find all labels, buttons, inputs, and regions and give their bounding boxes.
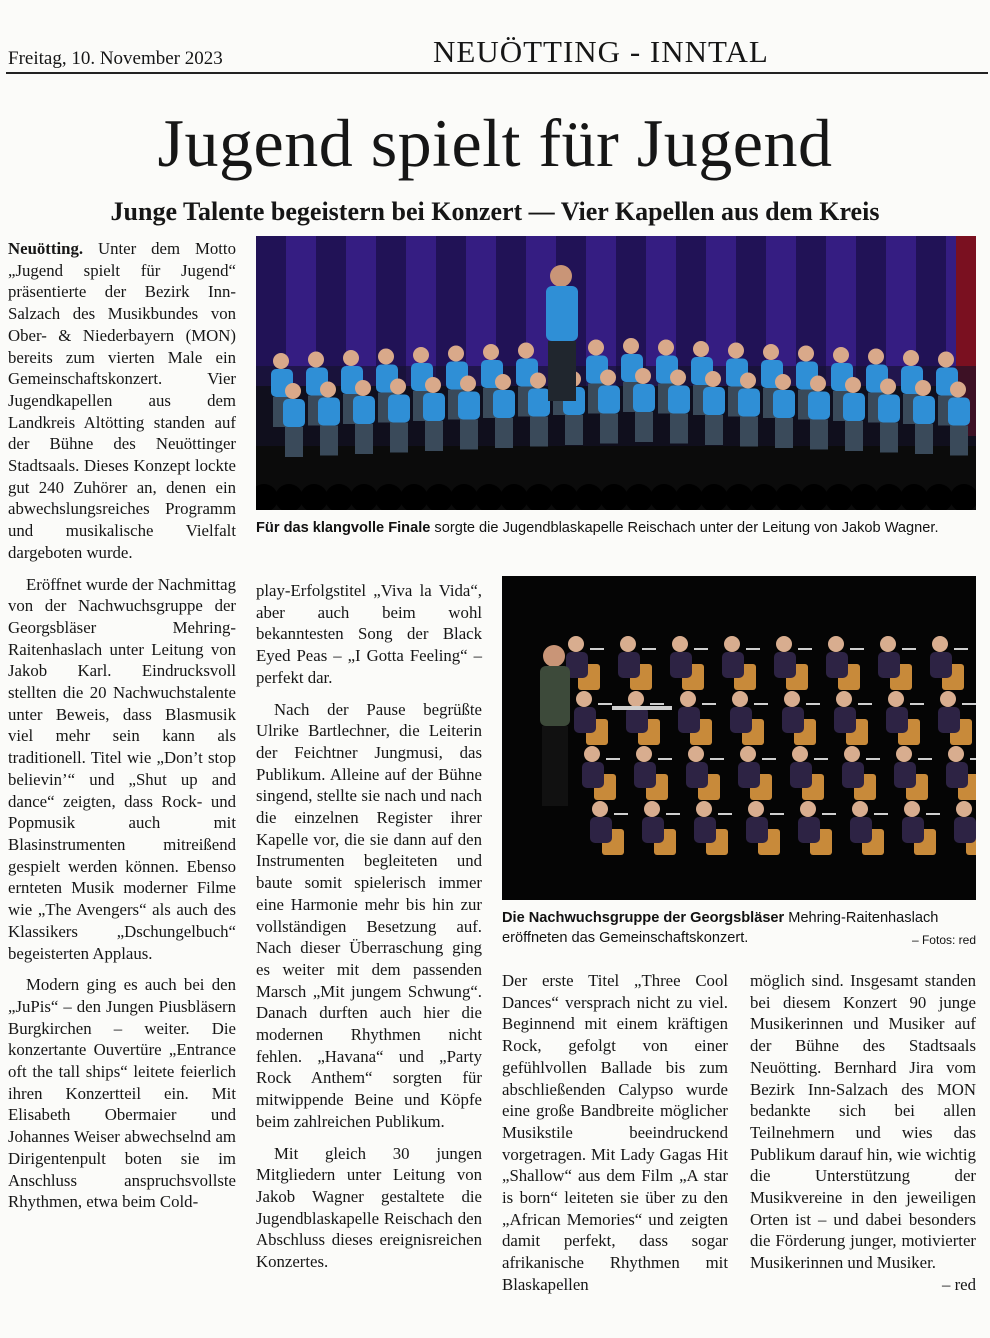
paragraph: Der erste Titel „Three Cool Dances“ versprach nicht zu viel. Beginnend mit einem kräftigen Rock, gefolgt von einer gefühlvollen Ballade bis zum abschließenden Calypso wurde eine große Bandbreite möglicher Musikstile beeindruckend vorgetragen. Mit Lady Gagas Hit „Shallow“ aus dem Film „A star is born“ leiteten sie über zu den „African Memories“ und zeigten damit perfekt, dass sogar afrikanische Rhythmen mit Blaskapellen <box>502 971 728 1294</box>
caption-lead: Die Nachwuchsgruppe der Georgsbläser <box>502 910 785 926</box>
article-column-3 <box>502 970 728 1296</box>
photo-caption-2 <box>502 908 976 950</box>
article-column-1 <box>8 238 236 1213</box>
dateline: Neuötting. <box>8 239 84 258</box>
photo-credit: – Fotos: red <box>911 933 976 947</box>
paragraph: Mit gleich 30 jungen Mitgliedern unter Leitung von Jakob Wagner gestaltete die Jugendblaskapelle Reischach den Abschluss dieses ereignisreichen Konzertes. <box>256 1143 482 1272</box>
paragraph-text: Unter dem Motto „Jugend spielt für Jugend“ präsentierte der Bezirk Inn-Salzach des Musikbundes von Ober- & Niederbayern (MON) bereits zum vierten Male ein Gemeinschaftskonzert. Vier Jugendkapellen aus dem Landkreis Altötting standen auf der Bühne des Neuöttinger Stadtsaals. Dieses Konzept lockte gut 240 Zuhörer an, denen ein abwechslungsreiches Programm und musikalische Vielfalt dargeboten wurde. <box>8 239 236 562</box>
article-column-4 <box>750 970 976 1296</box>
photo-caption-1 <box>256 518 976 538</box>
caption-lead: Für das klangvolle Finale <box>256 520 431 536</box>
paragraph: Eröffnet wurde der Nachmittag von der Nachwuchsgruppe der Georgsbläser Mehring-Raitenhaslach unter Leitung von Jakob Karl. Eindrucksvoll stellten die 20 Nachwuchstalente unter Beweis, dass Blasmusik viel mehr sein kann als traditionell. Titel wie „Don’t stop believin’“ und „Shut up and dance“ zeigten, dass Rock- und Popmusik auch mit Blasinstrumenten mitreißend gespielt werden können. Ebenso ernteten Musik moderner Filme wie „The Avengers“ als auch des Klassikers „Dschungelbuch“ begeisterten Applaus. <box>8 574 236 963</box>
article-column-2 <box>256 580 482 1273</box>
header-rule <box>6 72 988 74</box>
paragraph: möglich sind. Insgesamt standen bei diesem Konzert 90 junge Musikerinnen und Musiker auf der Bühne des Stadtsaals Neuötting. Bernhard Jira vom Bezirk Inn-Salzach des MON bedankte sich bei allen Teilnehmern und wies das Publikum darauf hin, wie wichtig die Unterstützung der Musikvereine in den jeweiligen Orten ist – und dabei besonders die Förderung junger, motivierter Musikerinnen und Musiker. <box>750 971 976 1273</box>
author-signature: – red <box>941 1274 976 1294</box>
photo-georgsblaeser <box>502 576 976 900</box>
section-title: NEUÖTTING - INNTAL <box>433 34 769 69</box>
caption-text: sorgte die Jugendblaskapelle Reischach unter der Leitung von Jakob Wagner. <box>430 520 939 536</box>
paragraph: Nach der Pause begrüßte Ulrike Bartlechner, die Leiterin der Feichtner Jungmusi, das Publikum. Alleine auf der Bühne singend, stellte sie nach und nach die einzelnen Register ihrer Kapelle vor, die sie dann auf den Instrumenten begleiteten und baute somit spielerisch immer eine Harmonie mehr bis hin zur vollständigen Besetzung auf. Nach dieser Überraschung ging es weiter mit dem passenden Marsch „Mit jungem Schwung“. Danach durften auch hier die modernen Rhythmen nicht fehlen. „Havana“ und „Party Rock Anthem“ sorgten für mitwippende Beine und Köpfe beim zahlreichen Publikum. <box>256 699 482 1131</box>
paragraph: play-Erfolgstitel „Viva la Vida“, aber auch beim wohl bekanntesten Song der Black Eyed Peas – „I Gotta Feeling“ – perfekt dar. <box>256 581 482 687</box>
header-date: Freitag, 10. November 2023 <box>8 48 223 69</box>
article-subheadline: Junge Talente begeistern bei Konzert — Vier Kapellen aus dem Kreis <box>110 197 880 226</box>
paragraph: Modern ging es auch bei den „JuPis“ – den Jungen Piusbläsern Burgkirchen – weiter. Die konzertante Ouvertüre „Entrance oft the tall ships“ leitete feierlich ihren Konzertteil ein. Mit Elisabeth Obermaier und Johannes Weiser abwechselnd am Dirigentenpult boten sie im Anschluss anspruchsvollste Rhythmen, etwa beim Cold- <box>8 975 236 1212</box>
article-headline: Jugend spielt für Jugend <box>157 105 833 181</box>
paragraph <box>8 238 236 564</box>
photo-reischach <box>256 236 976 510</box>
caption-text: Mehring-Raitenhaslach eröffneten das Gemeinschaftskonzert. <box>502 910 939 946</box>
